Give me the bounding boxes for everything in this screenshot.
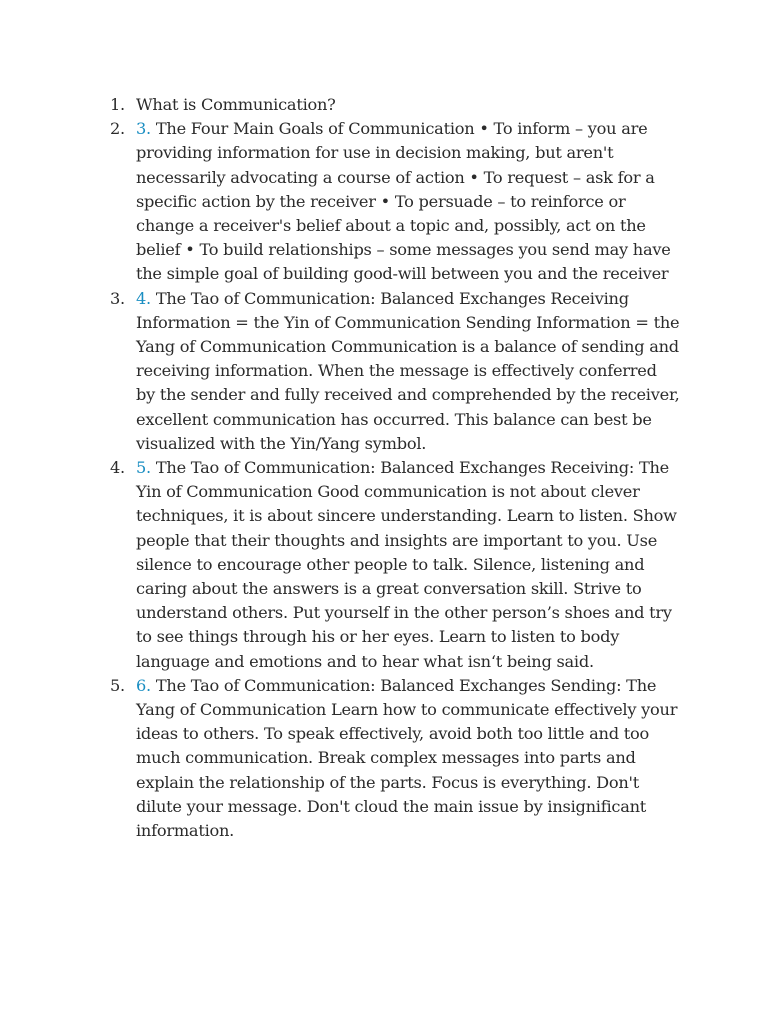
list-item xyxy=(110,287,680,456)
slide-number-link[interactable]: 5. xyxy=(136,458,156,478)
numbered-list xyxy=(110,93,680,843)
list-number: 3. xyxy=(110,288,125,308)
list-number: 2. xyxy=(110,119,125,139)
list-number: 5. xyxy=(110,675,125,695)
list-item-text: The Tao of Communication: Balanced Exchanges Receiving: The Yin of Communication Good communication is not about clever techniques, it is about sincere understanding. Learn to listen. Show people that their thoughts and insights are important to you. Use silence to encourage other people to talk. Silence, listening and caring about the answers is a great conversation skill. Strive to understand others. Put yourself in the other person’s shoes and try to see things through his or her eyes. Learn to listen to body language and emotions and to hear what isn‘t being said. xyxy=(136,458,677,671)
list-item-text: The Tao of Communication: Balanced Exchanges Sending: The Yang of Communication Learn how to communicate effectively your ideas to others. To speak effectively, avoid both too little and too much communication. Break complex messages into parts and explain the relationship of the parts. Focus is everything. Don't dilute your message. Don't cloud the main issue by insignificant information. xyxy=(136,675,678,841)
slide-number-link[interactable]: 3. xyxy=(136,119,156,139)
list-item-text: The Tao of Communication: Balanced Exchanges Receiving Information = the Yin of Communication Sending Information = the Yang of Communication Communication is a balance of sending and receiving information. When the message is effectively conferred by the sender and fully received and comprehended by the receiver, excellent communication has occurred. This balance can best be visualized with the Yin/Yang symbol. xyxy=(136,288,680,453)
list-number: 4. xyxy=(110,458,125,478)
list-item-text: The Four Main Goals of Communication • To inform – you are providing information for use in decision making, but aren't necessarily advocating a course of action • To request – ask for a specific action by the receiver • To persuade – to reinforce or change a receiver's belief about a topic and, possibly, act on the belief • To build relationships – some messages you send may have the simple goal of building good-will between you and the receiver xyxy=(136,119,671,284)
slide-number-link[interactable]: 6. xyxy=(136,675,156,695)
list-item xyxy=(110,674,680,843)
list-number: 1. xyxy=(110,95,125,114)
list-item xyxy=(110,456,680,674)
slide-number-link[interactable]: 4. xyxy=(136,288,156,308)
list-item xyxy=(110,93,680,117)
list-item-text: What is Communication? xyxy=(136,95,336,114)
list-item xyxy=(110,117,680,286)
